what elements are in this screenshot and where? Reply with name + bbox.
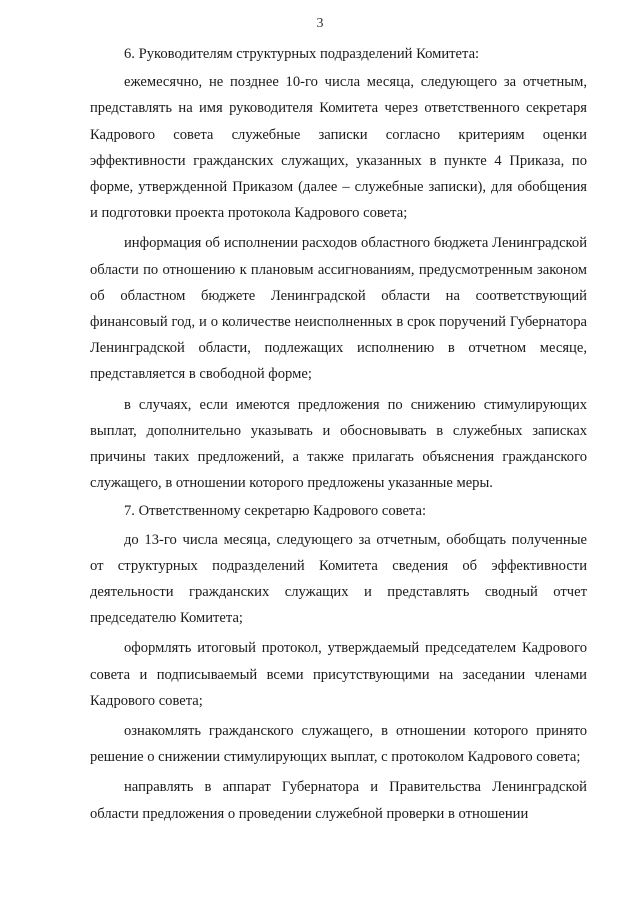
paragraph-monthly-reports: ежемесячно, не позднее 10-го числа месяца, следующего за отчетным, представлять на имя руководителя Комитета через ответственного секретаря Кадрового совета служебные записки согласно критериям оценки эффективности гражданских служащих, указанных в пункте 4 Приказа, по форме, утвержденной Приказом (далее – служебные записки), для обобщения и подготовки проекта протокола Кадрового совета; xyxy=(90,74,587,222)
paragraph-budget-information: информация об исполнении расходов областного бюджета Ленинградской области по отношению к плановым ассигнованиям, предусмотренным законом об областном бюджете Ленинградской области на соответствующий финансовый год, и о количестве неисполненных в срок поручений Губернатора Ленинградской области, подлежащих исполнению в отчетном месяце, представляется в свободной форме; xyxy=(90,235,587,383)
paragraph-summary-report: до 13-го числа месяца, следующего за отчетным, обобщать полученные от структурных подразделений Комитета сведения об эффективности деятельности гражданских служащих и представлять сводный отчет председателю Комитета; xyxy=(90,531,587,627)
paragraph-final-protocol: оформлять итоговый протокол, утверждаемый председателем Кадрового совета и подписываемый всеми присутствующими на заседании членами Кадрового совета; xyxy=(90,640,587,709)
paragraph-payment-reduction: в случаях, если имеются предложения по снижению стимулирующих выплат, дополнительно указывать и обосновывать в служебных записках причины таких предложений, а также прилагать объяснения гражданского служащего, в отношении которого предложены указанные меры. xyxy=(90,396,587,492)
paragraph-item-7-heading: 7. Ответственному секретарю Кадрового совета: xyxy=(124,503,427,520)
document-body xyxy=(90,41,587,827)
paragraph-inspection-proposals: направлять в аппарат Губернатора и Правительства Ленинградской области предложения о проведении служебной проверки в отношении xyxy=(90,779,587,822)
paragraph-familiarization: ознакомлять гражданского служащего, в отношении которого принято решение о снижении стимулирующих выплат, с протоколом Кадрового совета; xyxy=(90,723,587,766)
page-number: 3 xyxy=(316,16,324,31)
paragraph-item-6-heading: 6. Руководителям структурных подразделений Комитета: xyxy=(124,46,480,62)
